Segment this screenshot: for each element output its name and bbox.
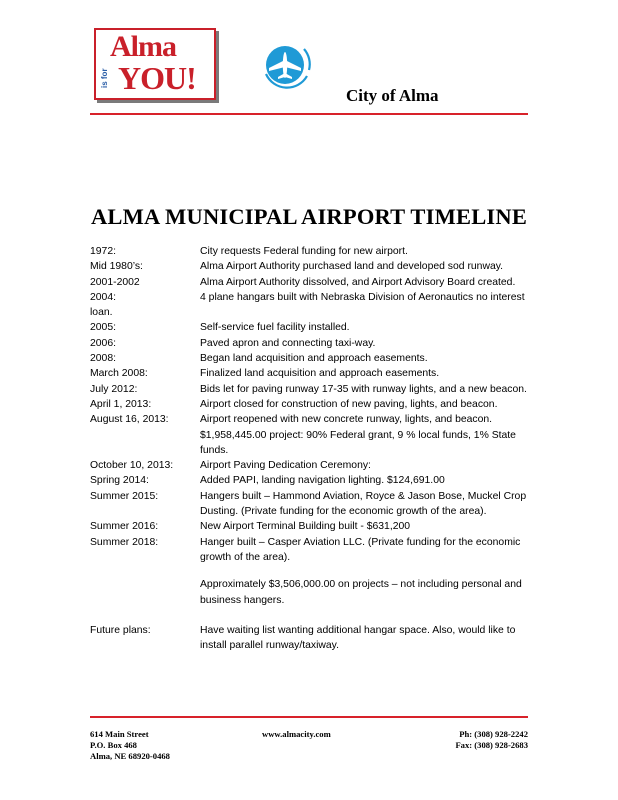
timeline-date: 2005: xyxy=(90,322,117,334)
future-plans-text: Have waiting list wanting additional hangar space. Also, would like to install parallel runway/taxiway. xyxy=(200,624,516,652)
footer-contact xyxy=(455,729,528,751)
timeline-date: Summer 2015: xyxy=(90,490,159,502)
header-divider xyxy=(90,113,528,115)
timeline-row xyxy=(90,473,530,488)
timeline-row xyxy=(90,275,530,290)
logo-is-for-text: is for xyxy=(100,68,109,88)
timeline-row xyxy=(90,290,530,321)
future-plans-label: Future plans: xyxy=(90,624,151,636)
footer-website[interactable]: www.almacity.com xyxy=(262,729,331,739)
city-name-heading: City of Alma xyxy=(346,86,439,105)
timeline-text: Hanger built – Casper Aviation LLC. (Private funding for the economic growth of the area). xyxy=(200,536,521,563)
timeline-row xyxy=(90,519,530,534)
timeline-row xyxy=(90,259,530,274)
spacer xyxy=(90,608,530,623)
page-title: ALMA MUNICIPAL AIRPORT TIMELINE xyxy=(90,204,528,229)
timeline-row xyxy=(90,320,530,335)
footer-fax: Fax: (308) 928-2683 xyxy=(455,740,528,750)
timeline-row xyxy=(90,351,530,366)
alma-is-for-you-logo xyxy=(94,28,216,100)
timeline-row xyxy=(90,397,530,412)
timeline-text: 4 plane hangars built with Nebraska Division of Aeronautics no interest loan. xyxy=(90,291,525,319)
logo-you-text: YOU! xyxy=(118,60,196,96)
footer-divider xyxy=(90,716,528,718)
timeline-extra-text: $1,958,445.00 project: 90% Federal grant, 9 % local funds, 1% State funds. xyxy=(200,429,516,456)
timeline-date: Mid 1980’s: xyxy=(90,261,143,273)
future-plans-row xyxy=(90,623,530,654)
timeline-date: 2006: xyxy=(90,337,117,349)
footer-phone: Ph: (308) 928-2242 xyxy=(459,729,528,739)
spacer xyxy=(90,565,530,577)
timeline-text: City requests Federal funding for new airport. xyxy=(200,246,408,257)
timeline-row xyxy=(90,382,530,397)
timeline-text: Alma Airport Authority purchased land and developed sod runway. xyxy=(200,261,504,273)
timeline-date: August 16, 2013: xyxy=(90,414,169,426)
timeline-text: Self-service fuel facility installed. xyxy=(200,322,350,334)
timeline-date: April 1, 2013: xyxy=(90,398,152,410)
timeline-text: Began land acquisition and approach easements. xyxy=(200,353,428,365)
footer-po-box: P.O. Box 468 xyxy=(90,740,137,750)
timeline-date: Summer 2016: xyxy=(90,521,159,533)
timeline-text: Alma Airport Authority dissolved, and Airport Advisory Board created. xyxy=(200,276,516,288)
timeline-text: Added PAPI, landing navigation lighting. $124,691.00 xyxy=(200,475,445,487)
timeline-row xyxy=(90,366,530,381)
timeline-row xyxy=(90,458,530,473)
timeline-date: October 10, 2013: xyxy=(90,460,174,472)
timeline-text: Airport reopened with new concrete runway, lights, and beacon. xyxy=(200,414,493,426)
timeline-row xyxy=(90,244,530,259)
timeline-date: Spring 2014: xyxy=(90,475,149,487)
timeline-text: Bids let for paving runway 17-35 with runway lights, and a new beacon. xyxy=(200,383,527,395)
timeline-text: New Airport Terminal Building built - $631,200 xyxy=(200,521,411,533)
airplane-icon xyxy=(263,40,315,92)
timeline-date: Summer 2018: xyxy=(90,536,159,548)
timeline-date: July 2012: xyxy=(90,383,138,395)
timeline-row xyxy=(90,535,530,566)
footer-street: 614 Main Street xyxy=(90,729,149,739)
timeline-text: Paved apron and connecting taxi-way. xyxy=(200,337,376,349)
timeline-text: Airport closed for construction of new paving, lights, and beacon. xyxy=(200,398,498,410)
timeline-date: 2001-2002 xyxy=(90,276,140,288)
summary-row xyxy=(90,577,530,608)
summary-text: Approximately $3,506,000.00 on projects – not including personal and business hangers. xyxy=(200,579,522,606)
footer-city-state: Alma, NE 68920-0468 xyxy=(90,751,170,761)
timeline-date: 2004: xyxy=(90,291,117,303)
timeline-row xyxy=(90,489,530,520)
timeline-row xyxy=(90,336,530,351)
timeline-text: Hangers built – Hammond Aviation, Royce & Jason Bose, Muckel Crop Dusting. (Private funding for the economic growth of the area). xyxy=(200,490,527,518)
timeline-text: Airport Paving Dedication Ceremony: xyxy=(200,460,371,472)
timeline-text: Finalized land acquisition and approach easements. xyxy=(200,368,440,380)
timeline-date: 2008: xyxy=(90,353,117,365)
timeline xyxy=(90,244,530,653)
logo-alma-text: Alma xyxy=(110,30,176,63)
timeline-row xyxy=(90,412,530,458)
timeline-date: 1972: xyxy=(90,246,117,257)
timeline-date: March 2008: xyxy=(90,368,148,380)
footer-address xyxy=(90,729,170,762)
